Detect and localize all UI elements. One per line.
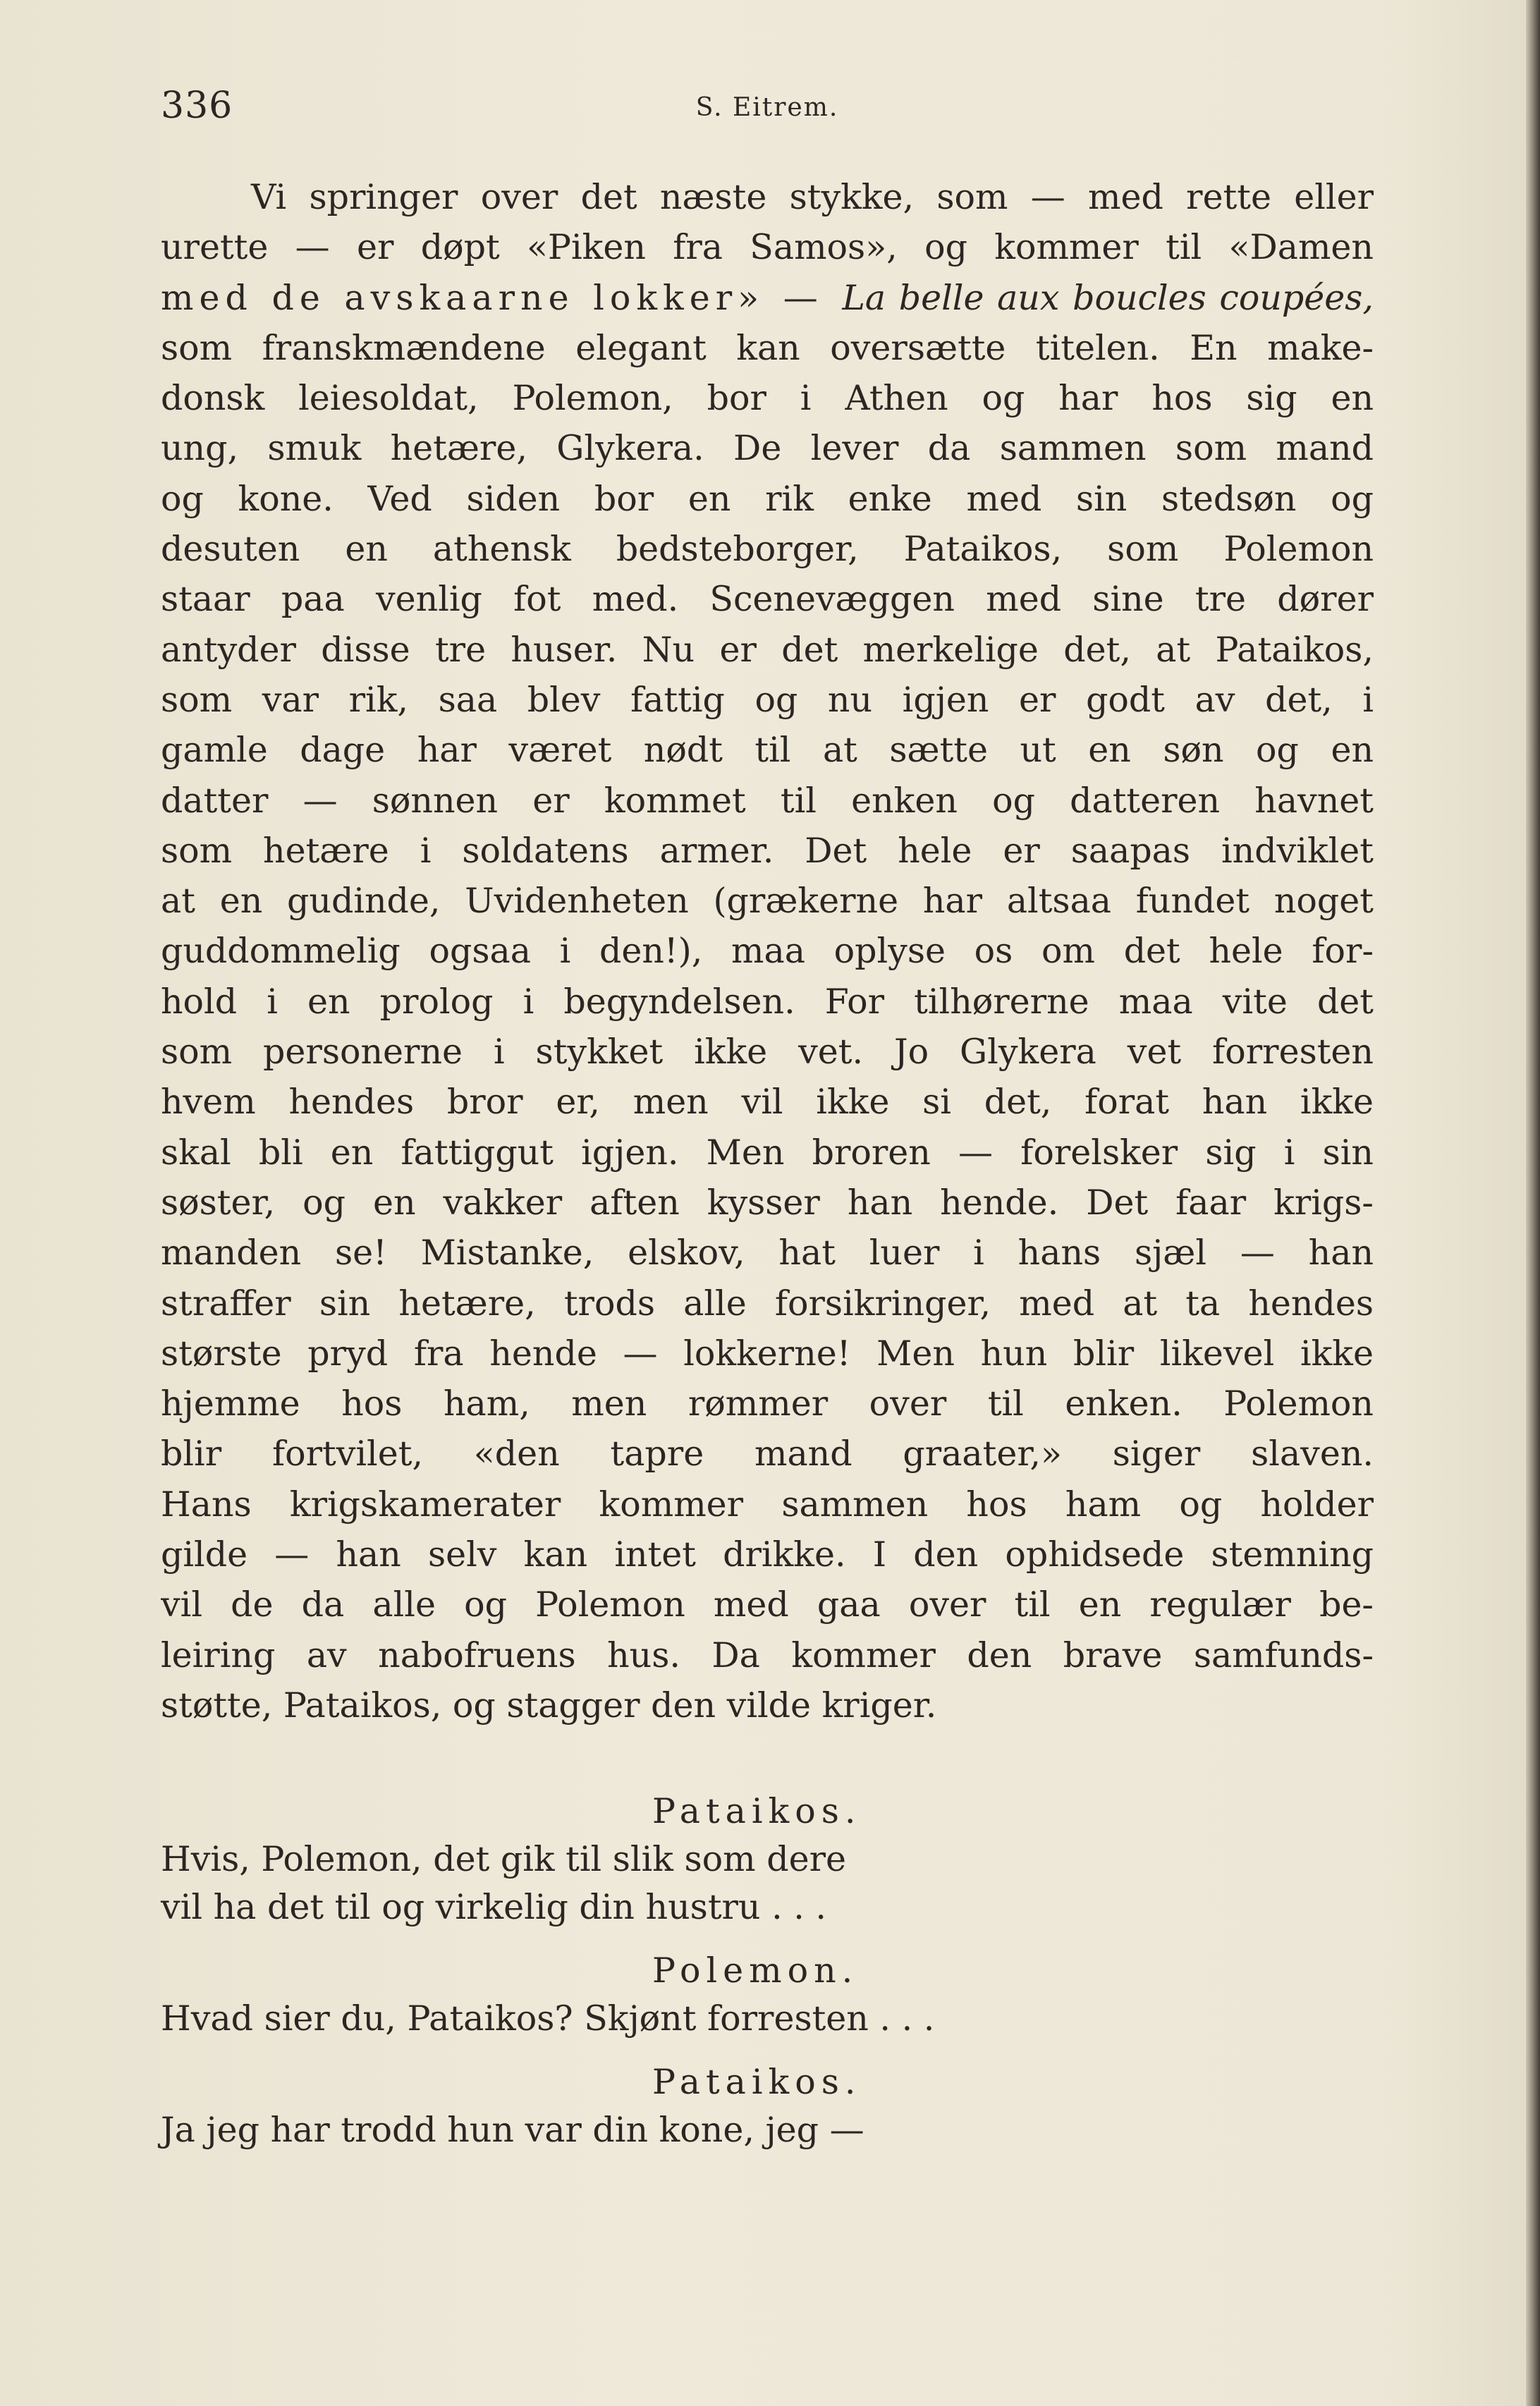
running-head: S. Eitrem. <box>695 93 839 122</box>
text-line: søster, og en vakker aften kysser han hende. Det faar krigs- <box>161 1182 1374 1223</box>
dialogue-section <box>161 1788 1374 2154</box>
text-line: antyder disse tre huser. Nu er det merkelige det, at Pataikos, <box>161 629 1374 670</box>
text-line: hold i en prolog i begyndelsen. For tilhørerne maa vite det <box>161 981 1374 1022</box>
text-line: som hetære i soldatens armer. Det hele er saapas indviklet <box>161 830 1374 871</box>
text-line: og kone. Ved siden bor en rik enke med sin stedsøn og <box>161 478 1374 519</box>
speech-line: Ja jeg har trodd hun var din kone, jeg — <box>161 2110 864 2150</box>
page-number: 336 <box>161 85 233 127</box>
text-line: støtte, Pataikos, og stagger den vilde kriger. <box>161 1685 937 1726</box>
page-header <box>161 85 1374 141</box>
spaced-title: med de avskaarne lokker» — <box>161 277 843 318</box>
italic-title: La belle aux boucles coupées, <box>842 277 1374 318</box>
speech-line: Hvis, Polemon, det gik til slik som dere <box>161 1839 846 1879</box>
speaker-name: Polemon. <box>652 1950 859 1991</box>
text-line <box>161 273 1374 323</box>
text-line: datter — sønnen er kommet til enken og datteren havnet <box>161 780 1374 821</box>
text-line: urette — er døpt «Piken fra Samos», og kommer til «Damen <box>161 227 1374 268</box>
page-edge <box>1526 0 1540 2406</box>
text-line: skal bli en fattiggut igjen. Men broren — forelsker sig i sin <box>161 1132 1374 1173</box>
text-line: guddommelig ogsaa i den!), maa oplyse os om det hele for- <box>161 931 1374 972</box>
speech-line: Hvad sier du, Pataikos? Skjønt forresten . . . <box>161 1998 935 2039</box>
text-line: Hans krigskamerater kommer sammen hos ham og holder <box>161 1484 1374 1525</box>
text-line: gamle dage har været nødt til at sætte ut en søn og en <box>161 730 1374 771</box>
text-line: leiring av nabofruens hus. Da kommer den brave samfunds- <box>161 1635 1374 1675</box>
speech-line: vil ha det til og virkelig din hustru . . . <box>161 1887 826 1927</box>
text-line: som var rik, saa blev fattig og nu igjen er godt av det, i <box>161 679 1374 720</box>
text-line: største pryd fra hende — lokkerne! Men hun blir likevel ikke <box>161 1333 1374 1374</box>
text-line: at en gudinde, Uvidenheten (grækerne har altsaa fundet noget <box>161 881 1374 922</box>
text-line: blir fortvilet, «den tapre mand graater,» siger slaven. <box>161 1434 1374 1474</box>
text-line: ung, smuk hetære, Glykera. De lever da sammen som mand <box>161 428 1374 469</box>
text-line: manden se! Mistanke, elskov, hat luer i hans sjæl — han <box>161 1233 1374 1274</box>
text-line: som personerne i stykket ikke vet. Jo Glykera vet forresten <box>161 1032 1374 1073</box>
speaker-name: Pataikos. <box>652 2062 862 2102</box>
text-line: vil de da alle og Polemon med gaa over til en regulær be- <box>161 1584 1374 1625</box>
text-line: donsk leiesoldat, Polemon, bor i Athen og har hos sig en <box>161 378 1374 419</box>
text-line: gilde — han selv kan intet drikke. I den ophidsede stemning <box>161 1534 1374 1575</box>
body-paragraph <box>161 172 1374 1730</box>
text-line: desuten en athensk bedsteborger, Pataikos, som Polemon <box>161 529 1374 570</box>
text-line: staar paa venlig fot med. Scenevæggen med sine tre dører <box>161 579 1374 620</box>
text-line: som franskmændene elegant kan oversætte titelen. En make- <box>161 327 1374 368</box>
speaker-name: Pataikos. <box>652 1791 862 1831</box>
text-line: hjemme hos ham, men rømmer over til enken. Polemon <box>161 1384 1374 1424</box>
text-line: hvem hendes bror er, men vil ikke si det, forat han ikke <box>161 1082 1374 1123</box>
text-line: straffer sin hetære, trods alle forsikringer, med at ta hendes <box>161 1283 1374 1324</box>
text-line: Vi springer over det næste stykke, som — med rette eller <box>251 177 1374 217</box>
